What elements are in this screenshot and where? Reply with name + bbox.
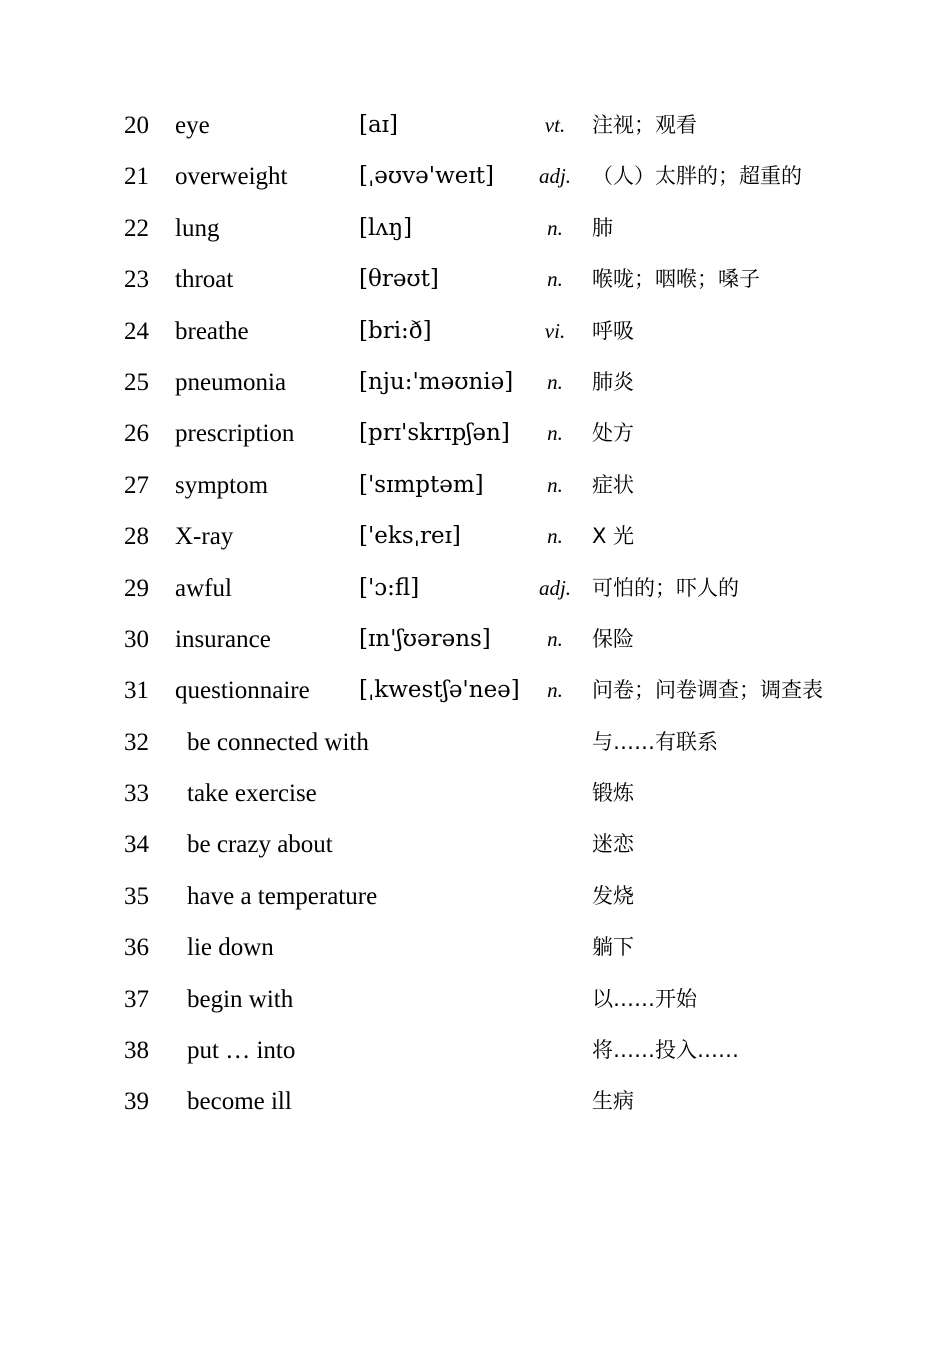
entry-meaning: 呼吸 — [592, 318, 634, 343]
phrase-row — [0, 768, 950, 819]
phrase-row — [0, 922, 950, 973]
phrase-row — [0, 717, 950, 768]
entry-word: insurance — [175, 625, 271, 653]
entry-phrase: begin with — [187, 985, 294, 1013]
phrase-row — [0, 1076, 950, 1127]
entry-meaning: 迷恋 — [592, 832, 634, 857]
entry-meaning: X 光 — [592, 524, 635, 549]
entry-phonetic: [prɪ'skrɪpʃən] — [359, 420, 510, 447]
entry-phrase: lie down — [187, 934, 274, 962]
entry-word: prescription — [175, 420, 295, 448]
entry-number: 28 — [124, 523, 149, 551]
vocab-row — [0, 511, 950, 562]
entry-meaning: 喉咙；咽喉；嗓子 — [592, 267, 760, 292]
entry-phonetic: ['eksˌreɪ] — [359, 523, 461, 550]
entry-part-of-speech: n. — [547, 421, 563, 446]
entry-number: 21 — [124, 163, 149, 191]
entry-meaning: （人）太胖的；超重的 — [592, 164, 802, 189]
entry-meaning: 问卷；问卷调查；调查表 — [592, 678, 823, 703]
entry-meaning: 发烧 — [592, 883, 634, 908]
entry-part-of-speech: n. — [547, 626, 563, 651]
entry-word: pneumonia — [175, 368, 287, 396]
entry-meaning: 与……有联系 — [592, 729, 718, 754]
entry-phonetic: [ˌkwestʃə'neə] — [359, 677, 520, 704]
entry-word: eye — [175, 112, 210, 139]
entry-meaning: 肺炎 — [592, 369, 634, 394]
entry-phonetic: [bri:ð] — [359, 317, 432, 344]
vocab-row — [0, 563, 950, 614]
entry-number: 31 — [124, 677, 149, 705]
phrase-row — [0, 974, 950, 1025]
entry-meaning: 注视；观看 — [592, 113, 697, 137]
entry-phonetic: [θrəʊt] — [359, 266, 439, 293]
entry-phonetic: [ˌəʊvə'weɪt] — [359, 163, 494, 190]
entry-number: 36 — [124, 934, 149, 962]
phrase-row — [0, 819, 950, 870]
phrase-row — [0, 1025, 950, 1076]
entry-word: awful — [175, 574, 232, 602]
vocab-row — [0, 203, 950, 254]
entry-phrase: have a temperature — [187, 882, 378, 910]
entry-phrase: become ill — [187, 1088, 292, 1116]
entry-number: 26 — [124, 420, 149, 448]
entry-meaning: 以……开始 — [592, 986, 697, 1011]
entry-number: 35 — [124, 882, 149, 910]
entry-number: 37 — [124, 985, 149, 1013]
entry-number: 39 — [124, 1088, 149, 1116]
entry-number: 32 — [124, 728, 149, 756]
entry-meaning: 躺下 — [592, 935, 634, 960]
entry-part-of-speech: n. — [547, 678, 563, 703]
vocab-row — [0, 306, 950, 357]
entry-number: 27 — [124, 471, 149, 499]
vocabulary-list — [0, 100, 950, 1128]
entry-meaning: 症状 — [592, 472, 634, 497]
entry-phonetic: [nju:'məʊniə] — [359, 368, 514, 395]
entry-part-of-speech: n. — [547, 267, 563, 292]
vocab-row — [0, 357, 950, 408]
entry-number: 29 — [124, 574, 149, 602]
entry-word: questionnaire — [175, 677, 310, 705]
entry-word: lung — [175, 214, 220, 242]
entry-phonetic: ['sɪmptəm] — [359, 471, 484, 498]
entry-meaning: 处方 — [592, 421, 634, 446]
entry-number: 20 — [124, 112, 149, 139]
entry-word: symptom — [175, 471, 269, 499]
vocab-row — [0, 614, 950, 665]
entry-phonetic: [ɪn'ʃʊərəns] — [359, 625, 491, 652]
entry-part-of-speech: vt. — [544, 113, 566, 137]
entry-number: 33 — [124, 780, 149, 808]
entry-phonetic: [lʌŋ] — [359, 214, 413, 241]
entry-number: 25 — [124, 368, 149, 396]
vocab-row — [0, 100, 950, 151]
vocab-row — [0, 665, 950, 716]
vocab-row — [0, 254, 950, 305]
entry-meaning: 可怕的；吓人的 — [592, 575, 739, 600]
entry-part-of-speech: n. — [547, 215, 563, 240]
entry-meaning: 锻炼 — [592, 781, 634, 806]
entry-part-of-speech: n. — [547, 369, 563, 394]
entry-number: 24 — [124, 317, 149, 345]
entry-phrase: take exercise — [187, 780, 317, 808]
entry-word: breathe — [175, 317, 249, 345]
entry-number: 23 — [124, 266, 149, 294]
entry-part-of-speech: n. — [547, 524, 563, 549]
entry-phrase: put … into — [187, 1037, 296, 1065]
entry-phrase: be connected with — [187, 728, 369, 756]
entry-meaning: 肺 — [592, 215, 613, 240]
entry-meaning: 保险 — [592, 626, 634, 651]
vocab-row — [0, 408, 950, 459]
entry-meaning: 将……投入…… — [592, 1038, 739, 1063]
entry-number: 34 — [124, 831, 149, 859]
entry-word: throat — [175, 266, 234, 294]
entry-phonetic: ['ɔ:fl] — [359, 574, 420, 601]
entry-number: 30 — [124, 625, 149, 653]
vocab-row — [0, 460, 950, 511]
entry-number: 22 — [124, 214, 149, 242]
entry-phonetic: [aɪ] — [359, 112, 399, 138]
vocab-row — [0, 151, 950, 202]
phrase-row — [0, 871, 950, 922]
entry-meaning: 生病 — [592, 1089, 634, 1114]
entry-word: overweight — [175, 163, 288, 191]
entry-part-of-speech: n. — [547, 472, 563, 497]
entry-phrase: be crazy about — [187, 831, 333, 859]
entry-part-of-speech: adj. — [538, 575, 572, 600]
entry-part-of-speech: vi. — [544, 318, 566, 343]
entry-number: 38 — [124, 1037, 149, 1065]
entry-word: X-ray — [175, 523, 234, 551]
entry-part-of-speech: adj. — [538, 164, 572, 189]
